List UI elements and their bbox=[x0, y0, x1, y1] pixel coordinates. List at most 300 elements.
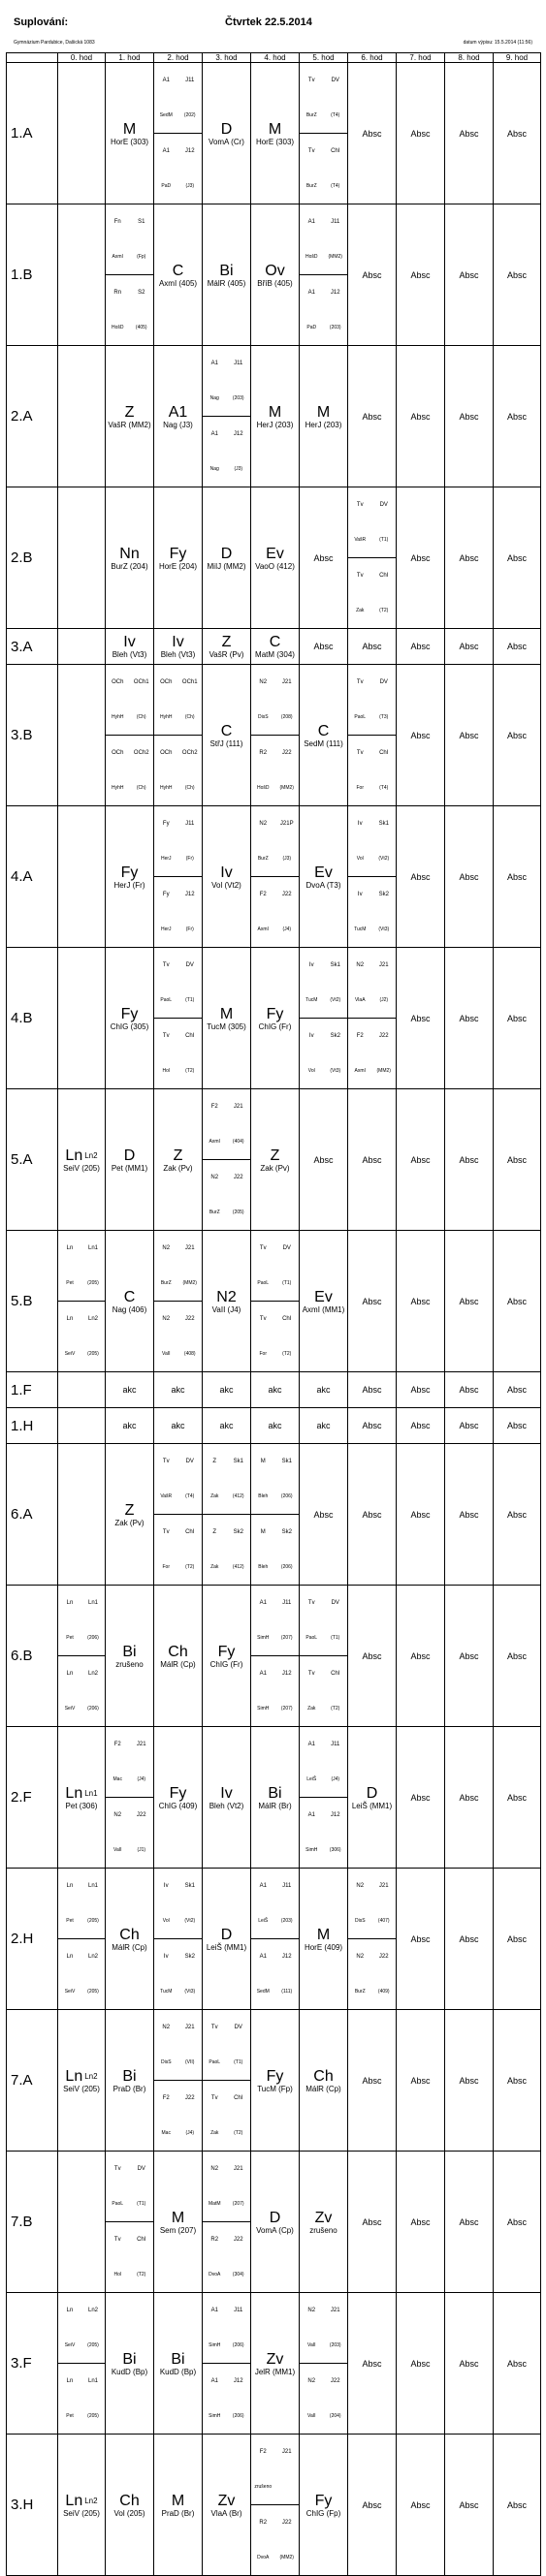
split-room: (T1) bbox=[178, 983, 203, 1019]
split-group: J22 bbox=[281, 892, 292, 897]
split-subject-line bbox=[58, 1939, 105, 1975]
split-subject: Ln bbox=[66, 1600, 74, 1606]
cell-text: Absc bbox=[506, 1509, 527, 1520]
class-label: 2.H bbox=[7, 1869, 58, 2010]
split-teacher: VaII bbox=[300, 2328, 324, 2364]
split-teacher: DisS bbox=[348, 1903, 372, 1939]
split-lesson bbox=[300, 948, 347, 1088]
split-group: ChI bbox=[331, 1671, 340, 1677]
group-name: Ln2 bbox=[84, 2496, 98, 2505]
subject-code: Iv bbox=[123, 634, 136, 650]
cell-text: Absc bbox=[313, 1509, 334, 1520]
split-subject: Tv bbox=[307, 148, 315, 154]
column-header-class bbox=[7, 53, 58, 63]
split-group: DV bbox=[137, 2166, 145, 2172]
split-room: (Fr) bbox=[185, 927, 194, 932]
lesson-cell bbox=[58, 629, 106, 665]
split-subject: A1 bbox=[210, 361, 218, 366]
split-teacher: AxmI bbox=[257, 927, 269, 932]
cell-text: Absc bbox=[410, 1013, 431, 1023]
subject-code: Ov bbox=[265, 262, 285, 279]
subject-code: Bi bbox=[219, 262, 234, 279]
split-teacher-line bbox=[106, 2257, 153, 2292]
lesson-cell bbox=[300, 487, 348, 629]
lesson-cell bbox=[58, 2435, 106, 2576]
lesson-cell bbox=[106, 204, 154, 346]
split-subject-line bbox=[154, 736, 202, 771]
subject-code: Bi bbox=[171, 2350, 185, 2368]
cell-text: akc bbox=[171, 1385, 185, 1395]
cell-text: Absc bbox=[506, 269, 527, 280]
split-subject: Tv bbox=[307, 1671, 315, 1677]
lesson-cell bbox=[397, 806, 445, 948]
teacher-room: MatM (304) bbox=[255, 650, 295, 659]
split-subject: Iv bbox=[357, 821, 363, 827]
teacher-room: MálR (Br) bbox=[258, 1801, 292, 1810]
lesson-cell bbox=[58, 204, 106, 346]
lesson-cell bbox=[106, 1372, 154, 1408]
split-room: (T2) bbox=[234, 2130, 243, 2136]
split-lesson bbox=[251, 1231, 299, 1371]
split-lesson bbox=[58, 1869, 105, 2009]
subject-code: C bbox=[172, 262, 184, 279]
split-subject-line bbox=[154, 806, 202, 841]
split-subject-line bbox=[348, 948, 396, 983]
split-subject: M bbox=[260, 1529, 266, 1535]
lesson-cell bbox=[494, 1408, 541, 1444]
split-room: (Fr) bbox=[178, 841, 203, 877]
teacher-room: ChIG (305) bbox=[110, 1021, 149, 1031]
teacher-room: MálR (Cp) bbox=[112, 1942, 147, 1952]
split-teacher-line bbox=[154, 841, 202, 877]
cell-text: Absc bbox=[459, 2216, 479, 2227]
split-group: Sk2 bbox=[330, 1033, 340, 1039]
teacher-room: ChIG (Fr) bbox=[209, 1659, 243, 1669]
table-row bbox=[7, 1444, 541, 1586]
split-subject: Ln bbox=[66, 2308, 74, 2313]
cell-text: Absc bbox=[459, 1013, 479, 1023]
split-teacher-line bbox=[154, 1266, 202, 1302]
lesson-cell bbox=[445, 2293, 494, 2435]
split-lesson bbox=[203, 2010, 250, 2151]
split-room: (206) bbox=[280, 1564, 293, 1570]
cell-text: Absc bbox=[313, 1154, 334, 1165]
split-group: J21 bbox=[233, 2166, 243, 2172]
split-room: (206) bbox=[232, 2413, 244, 2419]
split-lesson bbox=[300, 63, 347, 204]
class-label: 2.F bbox=[7, 1727, 58, 1869]
subject-code: Iv bbox=[220, 1784, 233, 1802]
split-subject: Ln bbox=[66, 1671, 74, 1677]
split-subject: Fy bbox=[162, 892, 170, 897]
split-teacher-line bbox=[203, 2257, 250, 2292]
split-group: J12 bbox=[184, 148, 195, 154]
split-lesson bbox=[203, 346, 250, 487]
split-teacher: SedM bbox=[154, 98, 178, 134]
split-lesson bbox=[251, 1586, 299, 1726]
subject-code: Fy bbox=[120, 1005, 139, 1022]
lesson-cell bbox=[445, 63, 494, 204]
split-subject: Iv bbox=[308, 962, 314, 968]
split-subject-line bbox=[203, 2364, 250, 2400]
split-teacher-line bbox=[58, 1903, 105, 1939]
split-room: (T2) bbox=[379, 608, 389, 613]
split-group: J22 bbox=[184, 2095, 195, 2101]
subject-code: Ch bbox=[119, 1926, 140, 1943]
lesson-cell bbox=[397, 487, 445, 629]
teacher-room: HorE (204) bbox=[158, 561, 198, 571]
lesson-cell bbox=[300, 2293, 348, 2435]
split-teacher-line bbox=[251, 912, 299, 947]
lesson-cell bbox=[251, 204, 300, 346]
split-subject-line bbox=[300, 1656, 347, 1692]
split-teacher-line bbox=[154, 700, 202, 736]
split-teacher: SeiV bbox=[64, 1706, 76, 1712]
split-room: (Vt3) bbox=[378, 927, 390, 932]
split-teacher: VaII bbox=[161, 1351, 171, 1357]
lesson-cell bbox=[251, 487, 300, 629]
lesson-cell bbox=[494, 1727, 541, 1869]
split-room: (205) bbox=[81, 2328, 105, 2364]
split-teacher-line bbox=[203, 2045, 250, 2081]
split-teacher-line bbox=[300, 1833, 347, 1868]
lesson-cell bbox=[58, 1231, 106, 1372]
split-teacher: Hol bbox=[113, 2272, 121, 2278]
split-room: (205) bbox=[81, 1266, 105, 1302]
split-lesson bbox=[348, 948, 396, 1088]
lesson-cell bbox=[348, 1408, 397, 1444]
split-room: (T2) bbox=[331, 1706, 340, 1712]
split-teacher-line bbox=[203, 1195, 250, 1230]
split-subject: A1 bbox=[307, 290, 315, 296]
split-room: (206) bbox=[81, 1620, 105, 1656]
cell-text: Absc bbox=[506, 1296, 527, 1306]
teacher-room: Vol (Vt2) bbox=[211, 880, 241, 890]
lesson-cell bbox=[58, 487, 106, 629]
split-teacher-line bbox=[154, 1550, 202, 1585]
split-subject: Tv bbox=[307, 78, 315, 83]
teacher-room: Sem (207) bbox=[159, 2225, 197, 2235]
lesson-cell bbox=[106, 63, 154, 204]
lesson-cell bbox=[494, 948, 541, 1089]
lesson-cell bbox=[106, 629, 154, 665]
split-teacher: VaII bbox=[306, 2413, 316, 2419]
split-group: J12 bbox=[233, 431, 243, 437]
split-teacher-line bbox=[58, 2399, 105, 2434]
split-group: ChI bbox=[331, 148, 340, 154]
lesson-cell bbox=[106, 1869, 154, 2010]
lesson-cell bbox=[445, 1586, 494, 1727]
split-subject-line bbox=[251, 1231, 299, 1266]
split-teacher: SimH bbox=[305, 1847, 318, 1853]
class-label: 2.B bbox=[7, 487, 58, 629]
split-subject-line bbox=[203, 1160, 250, 1196]
lesson-cell bbox=[58, 2010, 106, 2152]
lesson-cell bbox=[348, 806, 397, 948]
split-group: J12 bbox=[330, 1812, 340, 1818]
split-room: (J4) bbox=[185, 2130, 195, 2136]
split-subject: A1 bbox=[210, 2378, 218, 2384]
cell-text: Absc bbox=[506, 730, 527, 740]
split-teacher-line bbox=[251, 2469, 299, 2505]
split-subject-line bbox=[203, 2010, 250, 2045]
class-label: 1.F bbox=[7, 1372, 58, 1408]
split-lesson bbox=[300, 1586, 347, 1726]
lesson-cell bbox=[300, 1727, 348, 1869]
lesson-cell bbox=[300, 2010, 348, 2152]
split-teacher: PaoL bbox=[300, 1620, 324, 1656]
subject-name: Ln bbox=[65, 1147, 83, 1164]
column-header-period: 9. hod bbox=[494, 53, 541, 63]
split-teacher: Zak bbox=[356, 608, 365, 613]
teacher-room: MálR (405) bbox=[207, 278, 246, 288]
table-row bbox=[7, 1727, 541, 1869]
subject-code: M bbox=[171, 2209, 185, 2226]
split-teacher: SimH bbox=[257, 1706, 270, 1712]
split-room: (206) bbox=[87, 1706, 99, 1712]
table-row bbox=[7, 204, 541, 346]
split-lesson bbox=[154, 665, 202, 805]
split-room: (J3) bbox=[185, 183, 195, 189]
split-subject-line bbox=[203, 346, 250, 381]
lesson-cell bbox=[203, 1869, 251, 2010]
lesson-cell bbox=[154, 1869, 203, 2010]
split-subject-line bbox=[251, 1515, 299, 1551]
split-room: (J4) bbox=[130, 1762, 154, 1798]
split-teacher-line bbox=[154, 983, 202, 1019]
cell-text: Absc bbox=[459, 1296, 479, 1306]
split-group: J21 bbox=[184, 1245, 195, 1251]
teacher-room: BříB (405) bbox=[257, 278, 293, 288]
lesson-cell bbox=[397, 2293, 445, 2435]
split-teacher-line bbox=[251, 1266, 299, 1302]
column-header-period: 8. hod bbox=[445, 53, 494, 63]
split-teacher-line bbox=[348, 593, 396, 628]
split-subject-line bbox=[154, 1444, 202, 1479]
split-subject-line bbox=[106, 1798, 153, 1834]
lesson-cell bbox=[300, 204, 348, 346]
split-room: (T2) bbox=[185, 1564, 195, 1570]
split-teacher: Vol bbox=[154, 1903, 178, 1939]
lesson-cell bbox=[154, 2293, 203, 2435]
split-teacher-line bbox=[154, 2116, 202, 2151]
split-subject: N2 bbox=[210, 2166, 219, 2172]
split-teacher: VašR bbox=[154, 1479, 178, 1515]
subject-code: Bi bbox=[268, 1784, 282, 1802]
split-subject-line bbox=[58, 1586, 105, 1620]
split-teacher: For bbox=[356, 785, 364, 791]
cell-text: Absc bbox=[459, 2499, 479, 2510]
split-subject: M bbox=[260, 1459, 266, 1464]
split-teacher: Vol bbox=[348, 841, 372, 877]
cell-text: Absc bbox=[410, 1385, 431, 1395]
lesson-cell bbox=[106, 1231, 154, 1372]
cell-text: Absc bbox=[459, 1154, 479, 1165]
cell-text: Absc bbox=[459, 1792, 479, 1803]
class-label: 1.B bbox=[7, 204, 58, 346]
lesson-cell bbox=[203, 1089, 251, 1231]
split-room: (204) bbox=[329, 2413, 341, 2419]
split-group: J22 bbox=[184, 1316, 195, 1322]
cell-text: Absc bbox=[459, 128, 479, 139]
split-teacher-line bbox=[106, 239, 153, 275]
split-subject: F2 bbox=[259, 892, 267, 897]
split-subject-line bbox=[251, 806, 299, 841]
split-subject-line bbox=[203, 2222, 250, 2258]
group-name: Ln2 bbox=[84, 1150, 98, 1160]
teacher-room: ChIG (409) bbox=[158, 1801, 198, 1810]
split-teacher: AxmI bbox=[203, 1124, 227, 1160]
split-teacher-line bbox=[203, 1479, 250, 1515]
split-subject: Tv bbox=[162, 1529, 170, 1535]
split-teacher-line bbox=[203, 452, 250, 487]
lesson-cell bbox=[106, 1408, 154, 1444]
split-teacher: PaoL bbox=[106, 2186, 130, 2222]
lesson-cell bbox=[397, 1727, 445, 1869]
lesson-cell bbox=[494, 204, 541, 346]
split-group: J11 bbox=[331, 219, 340, 225]
lesson-cell bbox=[154, 806, 203, 948]
lesson-cell bbox=[106, 806, 154, 948]
teacher-room: StřJ (111) bbox=[209, 738, 243, 748]
split-teacher: SeiV bbox=[64, 1351, 76, 1357]
column-header-period: 1. hod bbox=[106, 53, 154, 63]
split-lesson bbox=[251, 2435, 299, 2575]
split-room: (Ch) bbox=[178, 700, 203, 736]
split-room: (J3) bbox=[275, 841, 300, 877]
split-room: (MM2) bbox=[178, 1266, 203, 1302]
split-group: S1 bbox=[138, 219, 145, 225]
split-subject-line bbox=[348, 877, 396, 913]
split-group: J22 bbox=[281, 750, 292, 756]
cell-text: Absc bbox=[410, 1792, 431, 1803]
teacher-room: VaoO (412) bbox=[255, 561, 295, 571]
teacher-room: Zak (Pv) bbox=[260, 1163, 290, 1173]
split-teacher-line bbox=[251, 1550, 299, 1585]
split-lesson bbox=[203, 2293, 250, 2434]
lesson-cell bbox=[494, 1089, 541, 1231]
teacher-room: VomA (Cr) bbox=[209, 137, 244, 146]
split-group: J21 bbox=[184, 2025, 195, 2030]
lesson-cell bbox=[300, 1444, 348, 1586]
split-subject-line bbox=[58, 1231, 105, 1266]
split-group: Sk2 bbox=[281, 1529, 292, 1535]
subject-code: Fy bbox=[169, 545, 187, 562]
split-teacher: BurZ bbox=[154, 1266, 178, 1302]
split-subject-line bbox=[300, 2364, 347, 2400]
split-room: (T1) bbox=[275, 1266, 300, 1302]
lesson-cell bbox=[397, 1408, 445, 1444]
lesson-cell bbox=[348, 1727, 397, 1869]
cell-text: Absc bbox=[410, 2499, 431, 2510]
split-subject-line bbox=[106, 2222, 153, 2258]
cell-text: Absc bbox=[459, 1650, 479, 1661]
split-room: (VII) bbox=[178, 2045, 203, 2081]
split-subject-line bbox=[154, 2081, 202, 2117]
split-group: Sk1 bbox=[233, 1459, 243, 1464]
split-teacher: BurZ bbox=[209, 1209, 220, 1215]
split-room: (Ch) bbox=[136, 785, 146, 791]
split-teacher: PaoL bbox=[154, 983, 178, 1019]
split-room: (Vt2) bbox=[324, 983, 348, 1019]
split-teacher-line bbox=[106, 1762, 153, 1798]
split-subject: A1 bbox=[259, 1671, 267, 1677]
split-group: J22 bbox=[233, 2237, 243, 2243]
split-group: J21 bbox=[378, 962, 389, 968]
cell-text: Absc bbox=[362, 269, 382, 280]
lesson-cell bbox=[58, 346, 106, 487]
split-subject: N2 bbox=[162, 1316, 171, 1322]
subject-code: Zv bbox=[266, 2350, 284, 2368]
split-teacher: Zak bbox=[210, 1564, 219, 1570]
split-subject: A1 bbox=[162, 78, 170, 83]
subject-code: Nn bbox=[119, 545, 140, 562]
cell-text: Absc bbox=[410, 1154, 431, 1165]
split-teacher: PaD bbox=[161, 183, 172, 189]
split-teacher-line bbox=[154, 1903, 202, 1939]
table-row bbox=[7, 487, 541, 629]
split-room: (MM2) bbox=[376, 1068, 391, 1074]
split-subject: N2 bbox=[356, 1883, 365, 1889]
lesson-cell bbox=[58, 1444, 106, 1586]
lesson-cell bbox=[251, 63, 300, 204]
teacher-room: LeiŠ (MM1) bbox=[206, 1942, 247, 1952]
split-teacher-line bbox=[154, 169, 202, 204]
lesson-cell bbox=[445, 1372, 494, 1408]
lesson-cell bbox=[58, 1586, 106, 1727]
split-subject: F2 bbox=[259, 2449, 267, 2455]
split-teacher-line bbox=[300, 983, 347, 1019]
teacher-room: HerJ (203) bbox=[256, 420, 294, 429]
split-subject: Ln bbox=[66, 2378, 74, 2384]
split-teacher-line bbox=[251, 1974, 299, 2009]
lesson-cell bbox=[445, 1869, 494, 2010]
teacher-room: zrušeno bbox=[309, 2225, 337, 2235]
split-room: (206) bbox=[227, 2328, 251, 2364]
lesson-cell bbox=[445, 1408, 494, 1444]
lesson-cell bbox=[203, 1231, 251, 1372]
table-row bbox=[7, 2152, 541, 2293]
subject-code bbox=[58, 2493, 105, 2509]
lesson-cell bbox=[445, 1727, 494, 1869]
cell-text: Absc bbox=[506, 2499, 527, 2510]
split-group: J21 bbox=[233, 1104, 243, 1110]
split-group: Ln2 bbox=[87, 1671, 98, 1677]
split-room: (405) bbox=[135, 325, 147, 330]
teacher-room: HorE (409) bbox=[304, 1942, 343, 1952]
split-subject-line bbox=[251, 1302, 299, 1337]
table-row bbox=[7, 665, 541, 806]
teacher-room: ChIG (Fp) bbox=[305, 2508, 341, 2518]
split-lesson bbox=[300, 1727, 347, 1868]
teacher-room: MálR (Cp) bbox=[160, 1659, 196, 1669]
split-teacher-line bbox=[300, 239, 347, 275]
split-lesson bbox=[154, 2010, 202, 2151]
class-label: 5.A bbox=[7, 1089, 58, 1231]
split-teacher: VlaA bbox=[348, 983, 372, 1019]
lesson-cell bbox=[300, 665, 348, 806]
split-group: J11 bbox=[331, 1742, 340, 1747]
split-teacher-line bbox=[58, 1620, 105, 1656]
split-teacher-line bbox=[154, 98, 202, 134]
cell-text: Absc bbox=[506, 1013, 527, 1023]
split-room: (T2) bbox=[185, 1068, 195, 1074]
table-row bbox=[7, 2293, 541, 2435]
split-teacher-line bbox=[203, 2399, 250, 2434]
cell-text: Absc bbox=[410, 2075, 431, 2086]
subject-code: C bbox=[317, 722, 330, 739]
lesson-cell bbox=[494, 487, 541, 629]
